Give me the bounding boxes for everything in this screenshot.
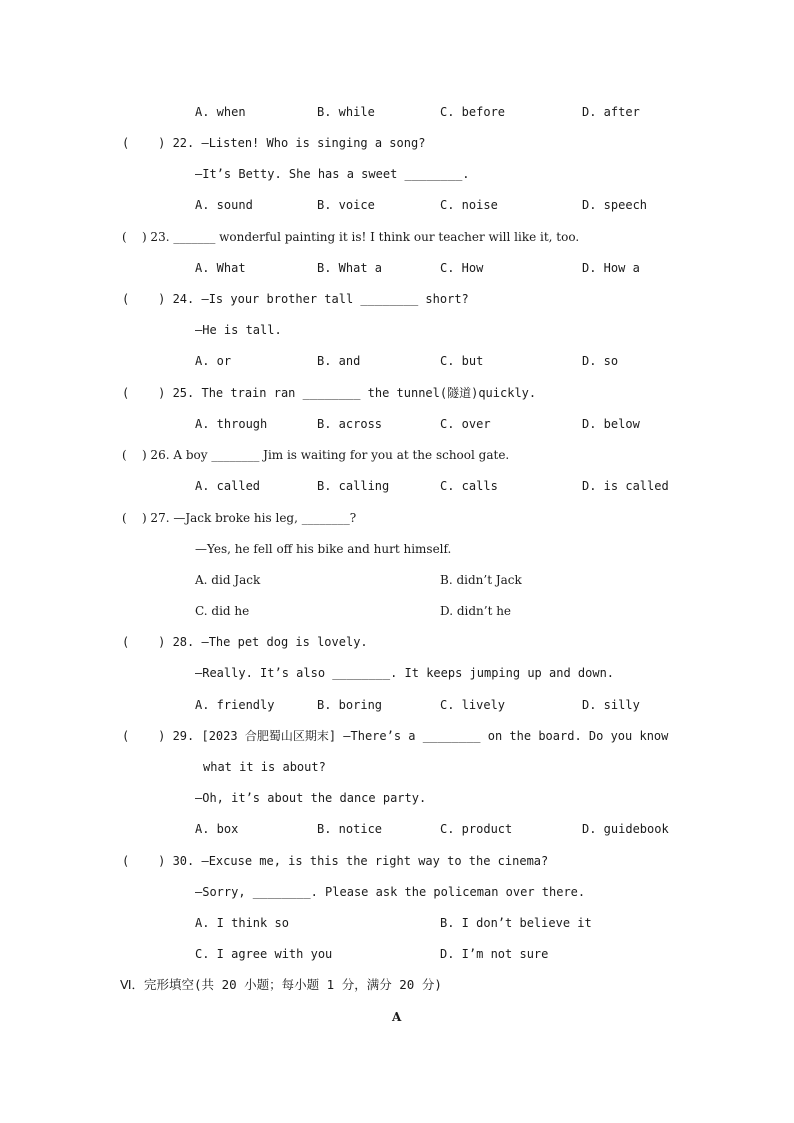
q25-option-b: B. across: [317, 417, 383, 431]
q22-dialogue: —It’s Betty. She has a sweet ________.: [195, 167, 470, 181]
q28-stem: ( ) 28. —The pet dog is lovely.: [122, 635, 368, 649]
q29-option-b: B. notice: [317, 822, 383, 836]
q23-option-a: A. What: [195, 261, 246, 275]
q30-option-b: B. I don’t believe it: [440, 916, 592, 930]
q24-option-c: C. but: [440, 354, 484, 368]
q21-option-b: B. while: [317, 105, 375, 119]
q23-option-d: D. How a: [582, 261, 640, 275]
q30-stem: ( ) 30. —Excuse me, is this the right way to the cinema?: [122, 854, 549, 868]
q27-option-c: C. did he: [195, 604, 250, 618]
q29-option-c: C. product: [440, 822, 513, 836]
q29-option-a: A. box: [195, 822, 239, 836]
q29-dialogue: —Oh, it’s about the dance party.: [195, 791, 427, 805]
q25-stem: ( ) 25. The train ran ________ the tunnel(隧道)quickly.: [122, 386, 537, 400]
q27-dialogue: —Yes, he fell off his bike and hurt himself.: [195, 542, 452, 556]
passage-label: A: [392, 1010, 402, 1024]
q28-option-c: C. lively: [440, 698, 506, 712]
q22-option-b: B. voice: [317, 198, 375, 212]
q27-option-a: A. did Jack: [195, 573, 261, 587]
q26-option-c: C. calls: [440, 479, 498, 493]
q29-option-d: D. guidebook: [582, 822, 669, 836]
q24-option-d: D. so: [582, 354, 619, 368]
q24-stem: ( ) 24. —Is your brother tall ________ short?: [122, 292, 469, 306]
q26-stem: ( ) 26. A boy ________ Jim is waiting for you at the school gate.: [122, 448, 510, 462]
q22-option-c: C. noise: [440, 198, 498, 212]
q25-option-d: D. below: [582, 417, 640, 431]
q29-stem-continued: what it is about?: [203, 760, 326, 774]
q26-option-a: A. called: [195, 479, 261, 493]
q24-option-b: B. and: [317, 354, 361, 368]
q23-option-c: C. How: [440, 261, 484, 275]
q28-option-d: D. silly: [582, 698, 640, 712]
q24-dialogue: —He is tall.: [195, 323, 282, 337]
q30-option-c: C. I agree with you: [195, 947, 333, 961]
q21-option-c: C. before: [440, 105, 506, 119]
q30-option-d: D. I’m not sure: [440, 947, 549, 961]
q23-option-b: B. What a: [317, 261, 383, 275]
q30-dialogue: —Sorry, ________. Please ask the policeman over there.: [195, 885, 586, 899]
q27-option-b: B. didn’t Jack: [440, 573, 522, 587]
q26-option-d: D. is called: [582, 479, 669, 493]
section-title: Ⅵ．完形填空(共 20 小题；每小题 1 分，满分 20 分): [120, 977, 442, 992]
q21-option-a: A. when: [195, 105, 246, 119]
q22-option-d: D. speech: [582, 198, 648, 212]
q26-option-b: B. calling: [317, 479, 390, 493]
q23-stem: ( ) 23. _______ wonderful painting it is! I think our teacher will like it, too.: [122, 230, 580, 244]
q27-stem: ( ) 27. —Jack broke his leg, ________?: [122, 511, 357, 525]
q25-option-c: C. over: [440, 417, 491, 431]
q29-stem: ( ) 29. [2023 合肥蜀山区期末] —There’s a ________ on the board. Do you know: [122, 729, 669, 743]
q27-option-d: D. didn’t he: [440, 604, 512, 618]
q22-option-a: A. sound: [195, 198, 253, 212]
q28-option-a: A. friendly: [195, 698, 275, 712]
q24-option-a: A. or: [195, 354, 232, 368]
q21-option-d: D. after: [582, 105, 640, 119]
q28-option-b: B. boring: [317, 698, 383, 712]
q30-option-a: A. I think so: [195, 916, 289, 930]
q22-stem: ( ) 22. —Listen! Who is singing a song?: [122, 136, 426, 150]
q25-option-a: A. through: [195, 417, 268, 431]
q28-dialogue: —Really. It’s also ________. It keeps jumping up and down.: [195, 666, 615, 680]
